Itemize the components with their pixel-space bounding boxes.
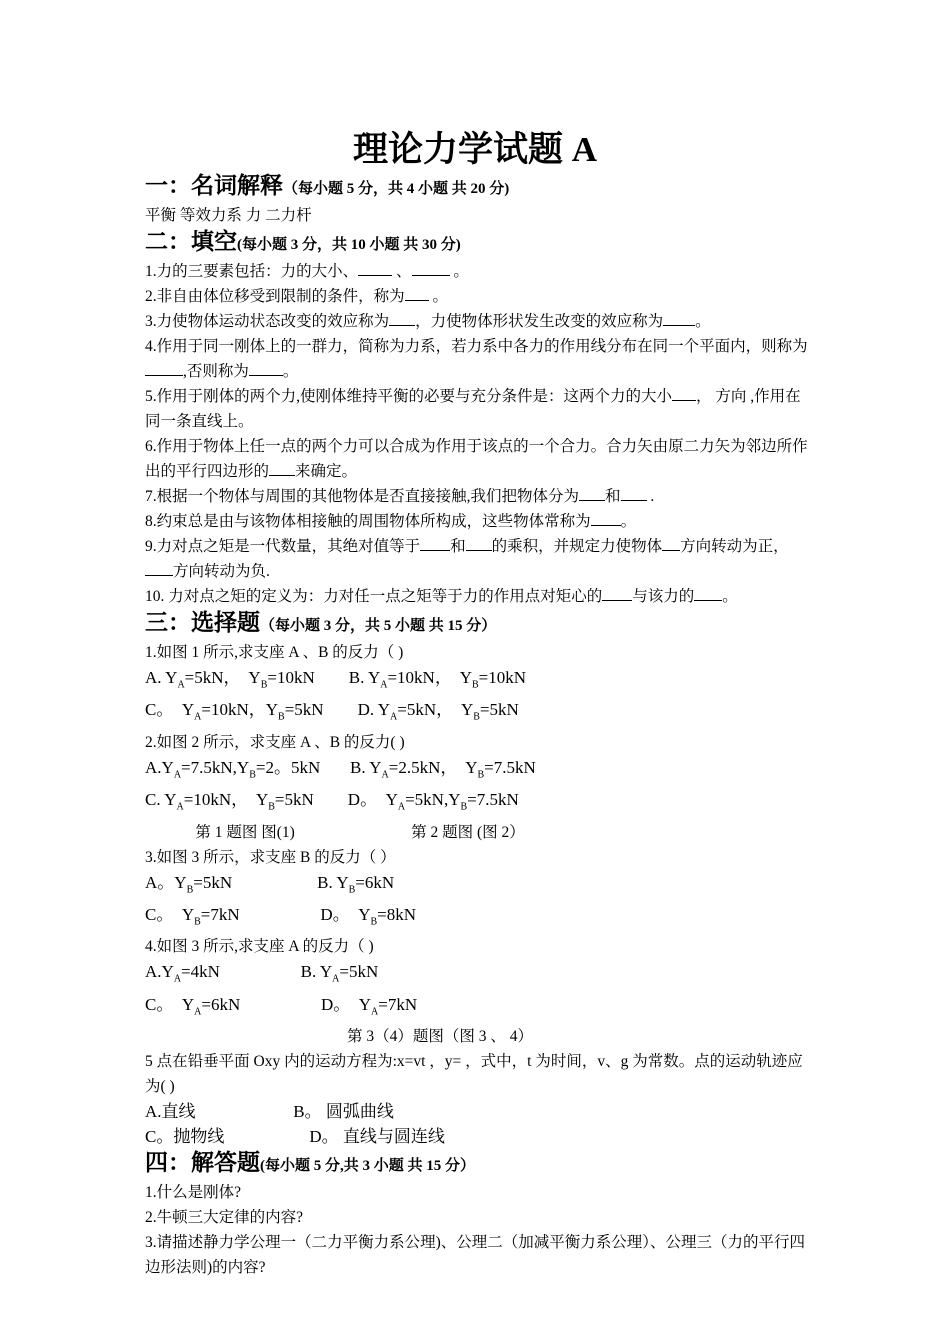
- option-d: D。 直线与圆连线: [309, 1127, 445, 1147]
- answer-blank[interactable]: [663, 309, 695, 326]
- choice-options: [145, 787, 815, 819]
- subscript: A: [194, 1006, 202, 1018]
- answer-blank[interactable]: [621, 484, 647, 501]
- text: A。Y: [145, 872, 187, 892]
- text: 来确定。: [295, 463, 358, 480]
- text: 。: [695, 313, 711, 330]
- subscript: A: [397, 801, 406, 813]
- figure-caption-3-4: [145, 1024, 815, 1049]
- text: =8kN: [377, 904, 417, 924]
- section-1-title: 一：名词解释: [145, 173, 283, 198]
- fill-question-1: [145, 259, 815, 284]
- choice-options: [145, 992, 815, 1024]
- choice-options: [145, 902, 815, 934]
- subscript: A: [381, 769, 389, 781]
- choice-options: [145, 755, 815, 787]
- answer-question-2: 2.牛顿三大定律的内容?: [145, 1209, 304, 1227]
- section-1-note: （每小题 5 分，共 4 小题 共 20 分): [283, 181, 510, 197]
- text: =7kN: [378, 994, 418, 1014]
- fill-question-9: [145, 534, 815, 584]
- answer-blank[interactable]: [662, 534, 680, 551]
- fill-question-2: [145, 284, 815, 309]
- section-1-terms: 平衡 等效力系 力 二力杆: [145, 207, 312, 224]
- text: B. Y: [317, 872, 349, 892]
- subscript: B: [278, 711, 285, 723]
- answer-blank[interactable]: [389, 309, 415, 326]
- text: 3.力使物体运动状态改变的效应称为: [145, 313, 390, 330]
- answer-blank[interactable]: [420, 534, 450, 551]
- text: 8.约束总是由与该物体相接触的周围物体所构成，这些物体常称为: [145, 513, 591, 530]
- subscript: A: [332, 973, 340, 985]
- text: =7.5kN: [467, 790, 519, 810]
- section-1-heading: [145, 172, 815, 203]
- text: A.Y: [145, 757, 174, 777]
- text: =6kN: [355, 872, 395, 892]
- fill-question-6: [145, 434, 815, 484]
- subscript: B: [186, 883, 194, 895]
- answer-blank[interactable]: [579, 484, 605, 501]
- subscript: B: [460, 801, 468, 813]
- choice-options: [145, 697, 815, 729]
- answer-question-3: 3.请描述静力学公理一（二力平衡力系公理)、公理二（加减平衡力系公理）、公理三（力的平行四边形法则)的内容?: [145, 1234, 806, 1277]
- subscript: B: [471, 679, 479, 691]
- section-2-title: 二：填空: [145, 229, 237, 254]
- answer-blank[interactable]: [358, 259, 392, 276]
- text: 和: [605, 488, 621, 505]
- subscript: A: [176, 801, 184, 813]
- section-4-heading: [145, 1149, 815, 1180]
- text: =2.5kN， Y: [388, 757, 478, 777]
- subscript: A: [194, 711, 202, 723]
- answer-blank[interactable]: [672, 384, 696, 401]
- section-3-heading: [145, 609, 815, 640]
- option-b: B。 圆弧曲线: [293, 1102, 394, 1122]
- fill-question-3: [145, 309, 815, 334]
- choice-options: [145, 1099, 815, 1124]
- text: 4.作用于同一刚体上的一群力，简称为力系，若力系中各力的作用线分布在同一个平面内，则称为: [145, 338, 808, 355]
- option-a: A.直线: [145, 1102, 196, 1122]
- text: =6kN: [201, 994, 241, 1014]
- text: C。 Y: [145, 994, 195, 1014]
- subscript: A: [390, 711, 398, 723]
- text: A.Y: [145, 962, 174, 982]
- choice-question-3: 3.如图 3 所示，求支座 B 的反力（ ）: [145, 848, 396, 866]
- text: =10kN，Y: [201, 700, 279, 720]
- answer-blank[interactable]: [249, 359, 283, 376]
- text: =10kN， Y: [387, 668, 472, 687]
- page-title: 理论力学试题 A: [352, 130, 598, 169]
- text: 。: [282, 363, 299, 380]
- text: =10kN: [267, 668, 315, 687]
- subscript: A: [177, 679, 185, 691]
- option-c: C。抛物线: [145, 1127, 225, 1147]
- text: =5kN， Y: [184, 668, 261, 687]
- text: B. Y: [348, 668, 381, 687]
- text: 和: [450, 538, 466, 555]
- text: A. Y: [145, 668, 178, 687]
- text: .: [646, 488, 655, 505]
- text: =4kN: [181, 962, 220, 982]
- text: 与该力的: [632, 588, 695, 605]
- choice-options: [145, 959, 815, 991]
- text: =5kN: [274, 790, 314, 810]
- text: 的乘积，并规定力使物体: [491, 538, 663, 555]
- figure-2-caption: 第 2 题图 (图 2）: [411, 823, 525, 841]
- subscript: B: [348, 883, 356, 895]
- text: =5kN: [284, 700, 324, 720]
- text: 1.力的三要素包括：力的大小、: [145, 263, 359, 280]
- choice-question-2: 2.如图 2 所示，求支座 A 、B 的反力( ): [145, 733, 405, 751]
- text: 10. 力对点之矩的定义为：力对任一点之矩等于力的作用点对矩心的: [145, 588, 603, 605]
- choice-question-5: 5 点在铅垂平面 Oxy 内的运动方程为:x=vt ，y= ，式中，t 为时间，v、g 为常数。点的运动轨迹应为( ): [145, 1053, 803, 1096]
- fill-question-10: [145, 584, 815, 609]
- subscript: B: [260, 679, 268, 691]
- fill-question-7: [145, 484, 815, 509]
- section-2-note: (每小题 3 分，共 10 小题 共 30 分): [237, 237, 461, 253]
- choice-options: [145, 870, 815, 902]
- choice-options: [145, 1124, 815, 1149]
- fill-question-4: [145, 334, 815, 384]
- subscript: B: [370, 916, 378, 928]
- text: ， 方向 ,作用在同一条直线上。: [145, 388, 801, 430]
- subscript: A: [173, 973, 182, 985]
- section-4-note: (每小题 5 分,共 3 小题 共 15 分）: [260, 1158, 475, 1175]
- text: =2。5kN: [255, 757, 321, 777]
- fill-question-8: [145, 509, 815, 534]
- text: 5.作用于刚体的两个力,使刚体维持平衡的必要与充分条件是：这两个力的大小: [145, 388, 673, 405]
- text: 。: [620, 513, 637, 530]
- text: 方向转动为负.: [173, 563, 270, 580]
- answer-blank[interactable]: [602, 584, 632, 601]
- text: 6.作用于物体上任一点的两个力可以合成为作用于该点的一个合力。合力矢由原二力矢为邻边所作出的平行四边形的: [145, 438, 808, 480]
- answer-blank[interactable]: [405, 284, 429, 301]
- text: C。 Y: [145, 904, 195, 924]
- subscript: A: [371, 1006, 379, 1018]
- text: D。 Y: [320, 904, 371, 924]
- subscript: B: [194, 916, 201, 928]
- text: 方向转动为正，: [680, 538, 789, 555]
- answer-blank[interactable]: [412, 259, 450, 276]
- text: C。 Y: [145, 700, 195, 720]
- text: =5kN: [193, 872, 233, 892]
- text: =7.5kN: [484, 757, 536, 777]
- section-3-title: 三：选择题: [145, 610, 260, 635]
- choice-question-1: 1.如图 1 所示,求支座 A 、B 的反力（ ): [145, 644, 404, 661]
- text: =10kN， Y: [183, 790, 269, 810]
- figure-caption-1-2: [145, 820, 815, 845]
- subscript: B: [268, 801, 275, 813]
- text: =5kN: [339, 962, 379, 982]
- text: =5kN,Y: [405, 790, 461, 810]
- choice-options: [145, 665, 815, 697]
- text: 、: [392, 263, 412, 280]
- text: ，力使物体形状发生改变的效应称为: [415, 313, 664, 330]
- answer-blank[interactable]: [145, 359, 183, 376]
- text: D。 Y: [320, 994, 372, 1014]
- text: =10kN: [478, 668, 527, 687]
- text: 2.非自由体位移受到限制的条件，称为: [145, 288, 405, 305]
- text: 7.根据一个物体与周围的其他物体是否直接接触,我们把物体分为: [145, 488, 580, 505]
- text: ,否则称为: [183, 363, 249, 380]
- text: B. Y: [350, 757, 382, 777]
- text: D. Y: [357, 700, 390, 720]
- content: [145, 172, 815, 1280]
- figure-3-4-caption: 第 3（4）题图（图 3 、 4）: [347, 1028, 534, 1046]
- subscript: B: [249, 769, 256, 781]
- section-4-title: 四：解答题: [145, 1150, 260, 1176]
- text: =7.5kN,Y: [181, 757, 250, 777]
- text: B. Y: [300, 962, 333, 982]
- text: =5kN: [479, 700, 519, 720]
- answer-blank[interactable]: [145, 559, 173, 576]
- fill-question-5: [145, 384, 815, 434]
- answer-blank[interactable]: [591, 509, 621, 526]
- text: =7kN: [200, 904, 240, 924]
- answer-question-1: 1.什么是刚体?: [145, 1184, 242, 1202]
- text: 9.力对点之矩是一代数量，其绝对值等于: [145, 538, 421, 555]
- section-2-heading: [145, 228, 815, 259]
- text: D。 Y: [347, 790, 398, 810]
- subscript: B: [473, 711, 480, 723]
- text: 。: [428, 288, 449, 305]
- answer-blank[interactable]: [466, 534, 492, 551]
- subscript: B: [477, 769, 485, 781]
- answer-blank[interactable]: [694, 584, 722, 601]
- text: C. Y: [145, 790, 177, 810]
- section-3-note: （每小题 3 分，共 5 小题 共 15 分）: [260, 618, 497, 634]
- text: 。: [722, 588, 738, 605]
- subscript: A: [380, 679, 388, 691]
- figure-1-caption: 第 1 题图 图(1): [195, 823, 295, 841]
- choice-question-4: 4.如图 3 所示,求支座 A 的反力（ ): [145, 938, 374, 956]
- answer-blank[interactable]: [269, 459, 295, 476]
- text: 。: [449, 263, 469, 280]
- text: =5kN， Y: [397, 700, 474, 720]
- subscript: A: [173, 769, 182, 781]
